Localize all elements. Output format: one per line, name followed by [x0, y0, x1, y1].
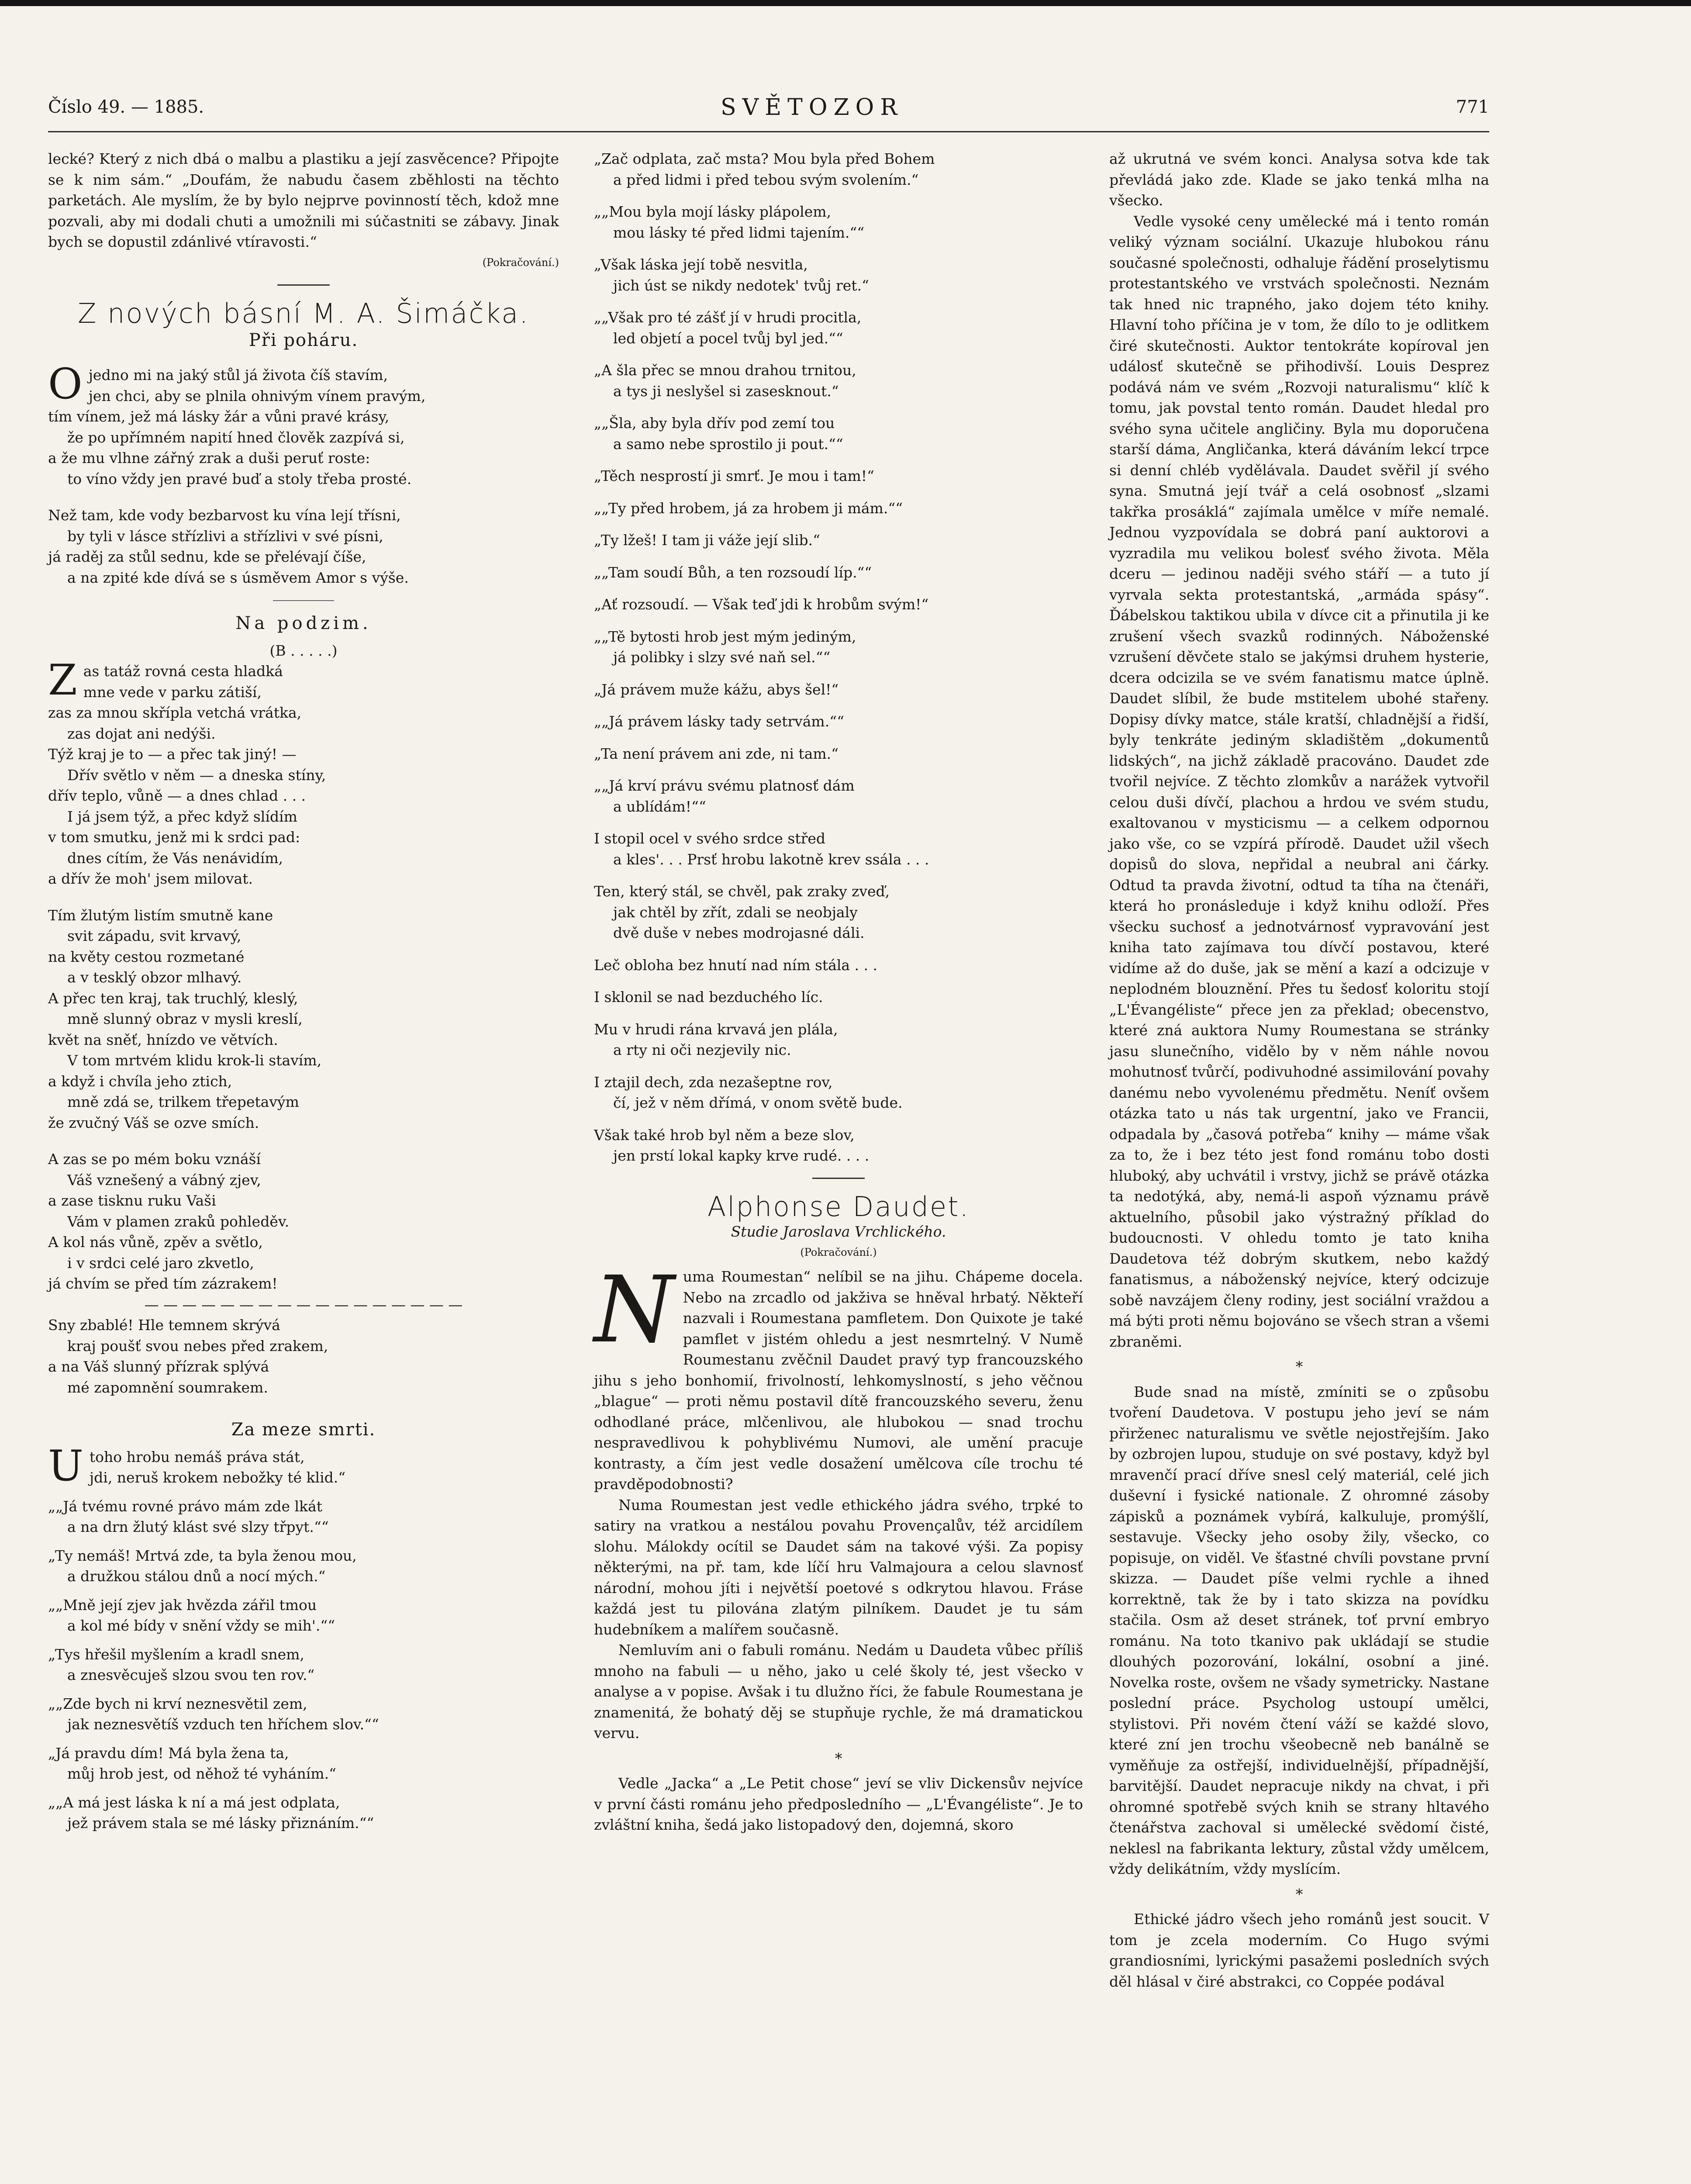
poem-line: „„Tam soudí Bůh, a ten rozsoudí líp.““	[594, 563, 872, 581]
poem-stanza	[594, 562, 1083, 583]
section-divider	[812, 1178, 865, 1179]
poem-stanza	[594, 360, 1083, 401]
poem-line: v tom smutku, jenž mi k srdci pad:	[48, 829, 300, 846]
poem-line: jež právem stala se mé lásky přiznáním.““	[67, 1814, 374, 1832]
article-paragraph: Ethické jádro všech jeho románů jest soucit. V tom je zcela moderním. Co Hugo svými grandiosními, lyrickými pasažemi posledních svých děl hlásal v čiré abstrakci, co Coppée podával	[1109, 1911, 1489, 1990]
poem-stanza	[594, 1019, 1083, 1061]
poem-stanza	[48, 1792, 559, 1834]
poem-line: by tyli v lásce střízlivi a střízlivi v své písni,	[67, 527, 383, 545]
poem-line: kraj poušť svou nebes před zrakem,	[67, 1337, 328, 1355]
poem-stanza	[48, 1595, 559, 1636]
poem-line: „„Však pro té zášť jí v hrudi procitla,	[594, 309, 862, 326]
poem-line: led objetí a pocel tvůj byl jed.““	[613, 329, 843, 347]
poem-stanza	[48, 1743, 559, 1784]
drop-cap: O	[48, 359, 83, 408]
poem-line: a kles'. . . Prsť hrobu lakotně krev ssála . . .	[613, 850, 929, 868]
poem-line: a družkou stálou dnů a nocí mých.“	[67, 1568, 326, 1585]
poem-line: „Ty nemáš! Mrtvá zde, ta byla ženou mou,	[48, 1547, 357, 1564]
magazine-title: SVĚTOZOR	[721, 94, 904, 121]
continued-note: (Pokračování.)	[482, 256, 559, 269]
poem-line: a dřív že moh' jsem milovat.	[48, 870, 253, 887]
poem-line: Tím žlutým listím smutně kane	[48, 906, 273, 924]
poem-line: Než tam, kde vody bezbarvost ku vína lejí třísni,	[48, 507, 401, 524]
poem-line: mně slunný obraz v mysli kreslí,	[67, 1010, 303, 1027]
dashed-divider: — — — — — — — — — — — — — — — — —	[144, 1296, 463, 1313]
poem-line: mé zapomnění soumrakem.	[67, 1379, 268, 1396]
poem-line: já raděj za stůl sednu, kde se přelévají číše,	[48, 548, 366, 565]
scan-top-edge	[0, 0, 1691, 6]
header-rule	[48, 131, 1489, 132]
poem-line: zas dojat ani nedýši.	[67, 725, 216, 742]
poem-line: as tatáž rovná cesta hladká	[83, 663, 283, 680]
poem-line: jedno mi na jaký stůl já života číš stavím,	[88, 366, 388, 384]
poem-line: a samo nebe sprostilo ji pout.““	[613, 435, 843, 453]
article-paragraph: Vedle „Jacka“ a „Le Petit chose“ jeví se vliv Dickensův nejvíce v první části románu jeho předposledního — „L'Évangéliste“. Je to zvláštní kniha, šedá jako listopadový den, dojemná, skoro	[594, 1775, 1083, 1833]
poem-line: jen chci, aby se plnila ohnivým vínem pravým,	[88, 387, 426, 404]
poem-stanza	[594, 201, 1083, 243]
poem-line: a ublídám!““	[613, 798, 706, 815]
poem-line: „A šla přec se mnou drahou trnitou,	[594, 362, 856, 379]
poem-line: i v srdci celé jaro zkvetlo,	[67, 1254, 254, 1272]
poem-line: a že mu vlhne zářný zrak a duši peruť roste:	[48, 449, 370, 467]
poem-title-pri-poharu: Při poháru.	[248, 330, 359, 350]
poem-stanza	[594, 743, 1083, 764]
poem-line: mou lásky té před lidmi tajením.““	[613, 224, 865, 241]
column-1	[48, 149, 559, 1834]
poem-line: A zas se po mém boku vznáší	[48, 1151, 261, 1168]
page-header	[48, 94, 1489, 128]
poem-line: jak neznesvětíš vzduch ten hříchem slov.““	[67, 1716, 379, 1733]
poem-line: jich úst se nikdy nedotek' tvůj ret.“	[613, 276, 869, 294]
intro-paragraph: lecké? Který z nich dbá o malbu a plastiku a její zasvěcence? Připojte se k nim sám.“ „Doufám, že nabudu časem zběhlosti na těchto parketách. Ale myslím, že by bylo nejprve povinností těch, kdož mne pozvali, aby mi dodali chuti a umožnili mi súčastniti se zábavy. Jinak bych se dopustil zdánlivé vtíravosti.“	[48, 150, 559, 250]
poem-line: dvě duše v nebes modrojasné dáli.	[613, 924, 865, 941]
poem-stanza	[594, 466, 1083, 487]
column-3	[1109, 149, 1489, 1992]
poem-line: a kol mé bídy v snění vždy se mih'.““	[67, 1617, 335, 1634]
poem-line: „Tys hřešil myšlením a kradl snem,	[48, 1645, 304, 1663]
poem-line: I sklonil se nad bezduchého líc.	[594, 988, 823, 1006]
poem-stanza	[594, 881, 1083, 943]
poem-stanza	[594, 254, 1083, 296]
poem-stanza	[594, 626, 1083, 668]
section-divider	[277, 284, 330, 286]
poem-line: „„A má jest láska k ní a má jest odplata,	[48, 1794, 340, 1811]
poem-stanza	[594, 1072, 1083, 1113]
ornamental-initial: N	[594, 1256, 674, 1363]
poem-line: „Však láska její tobě nesvitla,	[594, 256, 808, 273]
section-star: *	[835, 1749, 842, 1767]
poem-line: A kol nás vůně, zpěv a světlo,	[48, 1234, 263, 1251]
poems-heading: Z nových básní M. A. Šimáčka.	[78, 297, 529, 329]
poem-line: „„Já krví právu svému platnosť dám	[594, 777, 855, 794]
poem-stanza	[594, 1125, 1083, 1166]
poem-title-za-meze-smrti: Za meze smrti.	[231, 1420, 376, 1440]
poem-stanza	[48, 1545, 559, 1587]
poem-line: a před lidmi i před tebou svým svolením.“	[613, 171, 919, 188]
poem-stanza	[594, 413, 1083, 454]
poem-line: a na zpité kde dívá se s úsměvem Amor s výše.	[67, 569, 409, 586]
poem-line: Vám v plamen zraků pohleděv.	[67, 1213, 290, 1230]
poem-stanza	[594, 828, 1083, 870]
poem-line: já chvím se před tím zázrakem!	[48, 1275, 278, 1292]
poem-line: „Ta není právem ani zde, ni tam.“	[594, 745, 839, 762]
poem-line: Však také hrob byl něm a beze slov,	[594, 1126, 855, 1144]
poem-stanza	[594, 307, 1083, 349]
poem-stanza	[48, 1315, 559, 1398]
poem-title-na-podzim: Na podzim.	[235, 613, 372, 633]
poem-line: „Těch nesprostí ji smrť. Je mou i tam!“	[594, 467, 874, 484]
poem-stanza	[48, 1496, 559, 1538]
poem-divider	[273, 600, 334, 601]
article-title: Alphonse Daudet.	[707, 1190, 970, 1223]
poem-line: Leč obloha bez hnutí nad ním stála . . .	[594, 956, 878, 974]
poem-line: jdi, neruš krokem nebožky té klid.“	[89, 1469, 346, 1486]
poem-stanza	[48, 1441, 559, 1490]
poem-line: mne vede v parku zátiší,	[83, 683, 262, 701]
poem-line: že po upřímném napití hned člověk zazpívá si,	[67, 429, 405, 446]
poem-stanza	[594, 679, 1083, 700]
poem-line: toho hrobu nemáš práva stát,	[89, 1448, 305, 1465]
poem-stanza	[48, 505, 559, 588]
poem-line: Týž kraj je to — a přec tak jiný! —	[48, 746, 297, 763]
poem-line: „„Já právem lásky tady setrvám.““	[594, 713, 844, 730]
poem-line: a na drn žlutý klást své slzy třpyt.““	[67, 1518, 329, 1535]
poem-line: Ten, který stál, se chvěl, pak zraky zveď,	[594, 883, 890, 900]
poem-stanza	[48, 359, 559, 489]
drop-cap: U	[48, 1441, 83, 1490]
poem-line: můj hrob jest, od něhož té vyháním.“	[67, 1765, 336, 1782]
poem-stanza	[594, 594, 1083, 615]
poem-line: Váš vznešený a vábný zjev,	[67, 1171, 261, 1189]
poem-line: zas za mnou skřípla vetchá vrátka,	[48, 704, 302, 721]
poem-stanza	[48, 656, 559, 889]
poem-stanza	[594, 775, 1083, 817]
poem-line: „„Zde bych ni krví neznesvětil zem,	[48, 1695, 307, 1712]
poem-line: a tys ji neslyšel si zasesknout.“	[613, 382, 839, 400]
poem-line: „Zač odplata, zač msta? Mou byla před Bohem	[594, 150, 935, 167]
poem-line: jak chtěl by zřít, zdali se neobjaly	[613, 903, 858, 921]
poem-line: že zvučný Váš se ozve smích.	[48, 1114, 259, 1131]
poem-line: „„Ty před hrobem, já za hrobem ji mám.““	[594, 499, 903, 517]
poem-stanza	[48, 1149, 559, 1294]
poem-line: I já jsem týž, a přec když slídím	[67, 808, 297, 825]
article-paragraph: uma Roumestan“ nelíbil se na jihu. Chápeme docela. Nebo na zrcadlo od jakživa se hněval hrbatý. Někteří nazvali i Roumestana pamfletem. Don Quixote je také pamflet v jistém ohledu a jest nesmrtelný. V Numě Roumestanu zvěčnil Daudet pravý typ francouzského jihu s jeho bonhomií, frivolností, lehkomyslností, s jeho věčnou „blague“ — proti němu postavil dítě francouzského severu, ženu odhodlané práce, mlčenlivou, ale hlubokou — snad trochu nespravedlivou k pohyblivému Numovi, ale umění pracuje kontrasty, a čím jest vedle dosažení umělcova cíle trochu té pravděpodobnosti?	[594, 1268, 1083, 1493]
poem-line: květ na sněť, hnízdo ve větvích.	[48, 1031, 278, 1048]
issue-number: Číslo 49. — 1885.	[48, 97, 204, 117]
article-subtitle: Studie Jaroslava Vrchlického.	[731, 1223, 946, 1240]
poem-line: dnes cítím, že Vás nenávidím,	[67, 849, 283, 867]
drop-cap: Z	[48, 656, 77, 705]
poem-line: V tom mrtvém klidu krok-li stavím,	[67, 1052, 322, 1069]
article-paragraph: Vedle vysoké ceny umělecké má i tento román veliký význam sociální. Ukazuje hlubokou ránu současné společnosti, odhaluje řádění proselytismu protestantského ve vrstvách společnosti. Neznám tak hned nic trapného, jako dojem této knihy. Hlavní toho příčina je v tom, že dílo to je odlitkem čiré skutečnosti. Auktor tentokráte kopíroval jen událosť skutečně se přihodivší. Louis Desprez podává nám ve svém „Rozvoji naturalismu“ klíč k tomu, jak povstal tento román. Daudet hledal pro svého syna učitele angličiny. Byla mu doporučena starší dáma, Angličanka, která dáváním lekcí trpce si denní chléb vydělávala. Daudet svěřil jí svého syna. Smutná její tvář a celá osobnosť „slzami takřka prosáklá“ zajímala umělce v míře nemalé. Jednou vyzpovídala se dobrá paní auktorovi a vyzradila mu velikou bolesť svého života. Měla dceru — jedinou naději svého stáří — a tuto jí vyrvala sekta protestantská, „armáda spásy“. Ďábelskou taktikou ubila v dívce cit a přinutila ji ke zrušení všech svazků rodinných. Náboženské vzrušení děvčete stalo se jakýmsi druhem hysterie, dcera odcizila se ve svém fanatismu matce úplně. Daudet slíbil, že bude mstitelem ubohé stařeny. Dopisy dívky matce, stále kratší, chladnější a řidší, byly tenkráte jediným skladištěm „dokumentů lidských“, na jichž základě pracováno. Daudet zde tvořil nejvíce. Z těchto zlomkův a narážek vytvořil celou duši dívčí, plachou a hrdou ve svém studu, exaltovanou v mysticismu — a celkem odpornou jako vše, co se vzpírá přírodě. Daudet užil všech dopisů do slova, nepřidal a neubral ani čárky. Odtud ta pravda životní, odtud ta tíha na čtenáři, která ho pronásleduje i když knihu odloží. Přes všecku suchosť a jednotvárnosť vypravování jest kniha tato zajímava tou dívčí postavou, které vidíme až do duše, jak se mění a kazí a odcizuje v neplodném blouznění. Přes tu šedosť koloritu stojí „L'Évangéliste“ přece jen za překlad; obecenstvo, které zná auktora Numy Roumestana se stránky jasu slunečního, vidělo by v něm náhle novou mohutnosť tvůrčí, podivuhodné assimilování povahy danému nebo vyvolenému předmětu. Neníť ovšem otázka tato u nás tak urgentní, jako ve Francii, odpadala by „časová potřeba“ knihy — máme však za to, že i bez této jest fond románu tobo dosti hluboký, aby uchvátil i vrstvy, jichž se právě otázka ta nedotýká, aby, nemá-li aspoň významu právě aktuelního, působil jako výstražný příklad do budoucnosti. V ohledu tomto je tato kniha Daudetova též dobrým skutkem, nebo každý fanatismus, a náboženský nejvíce, který odcizuje sobě navzájem členy rodiny, jest sociální vraždou a má býti proti němu bojováno se všech stran a všemi zbraněmi.	[1109, 212, 1489, 1350]
poem-line: tím vínem, jež má lásky žár a vůni pravé krásy,	[48, 408, 390, 425]
poem-stanza	[48, 905, 559, 1133]
poem-line: „Ty lžeš! I tam ji váže její slib.“	[594, 532, 821, 549]
poem-stanza	[594, 955, 1083, 976]
poem-line: „Já pravdu dím! Má byla žena ta,	[48, 1744, 289, 1762]
poem-stanza	[594, 530, 1083, 551]
poem-line: „„Mou byla mojí lásky plápolem,	[594, 203, 832, 220]
poem-stanza	[594, 498, 1083, 519]
poem-line: Mu v hrudi rána krvavá jen plála,	[594, 1020, 838, 1038]
poem-line: I stopil ocel v svého srdce střed	[594, 830, 826, 847]
poem-line: čí, jež v něm dřímá, v onom světě bude.	[613, 1094, 903, 1111]
poem-line: „„Já tvému rovné právo mám zde lkát	[48, 1497, 322, 1515]
poem-line: Sny zbablé! Hle temnem skrývá	[48, 1317, 280, 1334]
poem-line: „„Tě bytosti hrob jest mým jediným,	[594, 628, 856, 645]
column-2	[594, 149, 1083, 1835]
poem-stanza	[594, 149, 1083, 190]
poem-line: a když i chvíla jeho ztich,	[48, 1072, 232, 1090]
poem-line: „Já právem muže kážu, abys šel!“	[594, 681, 839, 698]
poem-line: a na Váš slunný přízrak splývá	[48, 1358, 269, 1375]
section-star: *	[1295, 1358, 1303, 1375]
article-paragraph: Bude snad na místě, zmíniti se o způsobu tvoření Daudetova. V postupu jeho jeví se nám přirženec naturalismu ve světle nejostřejším. Jako by ozbrojen lupou, studuje on své postavy, když byl mravenčí prací dříve snesl celý materiál, celé jich duševní i fysické nationale. Z ohromné zásoby zápisků a poznámek vybírá, kalkuluje, promýšlí, sestavuje. Všecky jeho osoby žily, všecko, co popisuje, on viděl. Ve šťastné chvíli povstane první skizza. — Daudet píše velmi rychle a ihned korrektně, tak že by i tato skizza na povídku stačila. Osm až deset stránek, toť první embryo románu. Na toto tkanivo pak ukládají se studie dlouhých pozorování, lokální, osobní a jiné. Novelka roste, ovšem ne všady symetricky. Nastane poslední práce. Psycholog ustoupí umělci, stylistovi. Při novém čtení váží se každé slovo, které zní jen trochu všeobecně neb banálně se vyměňuje za ostřejší, individuelnější, případnější, barvitější. Daudet nepracuje nikdy na chvat, i při ohromné spotřebě svých knih se strany hltavého čtenářstva zachoval si umělecké svědomí čisté, neklesl na fabrikanta lektury, zůstal vždy umělcem, vždy delikátním, vždy myslícím.	[1109, 1383, 1489, 1877]
poem-line: dřív teplo, vůně — a dnes chlad . . .	[48, 787, 306, 804]
continued-note: (Pokračování.)	[800, 1246, 877, 1258]
poem-line: to víno vždy jen pravé buď a stoly třeba prosté.	[67, 470, 412, 487]
poem-line: já polibky i slzy své naň sel.““	[613, 649, 831, 666]
poem-line: a v tesklý obzor mlhavý.	[67, 969, 242, 986]
poem-line: „„Mně její zjev jak hvězda zářil tmou	[48, 1596, 317, 1614]
article-paragraph: Nemluvím ani o fabuli románu. Nedám u Daudeta vůbec příliš mnoho na fabuli — u něho, jako u celé školy té, jest všecko v analyse a v popise. Avšak i tu dlužno říci, že fabule Roumestana je znamenitá, že bohatý děj se stupňuje rychle, že má dramatickou vervu.	[594, 1641, 1083, 1742]
poem-line: Dřív světlo v něm — a dneska stíny,	[67, 766, 326, 784]
poem-line: „Ať rozsoudí. — Však teď jdi k hrobům svým!“	[594, 596, 929, 613]
poem-stanza	[48, 1644, 559, 1686]
page-number: 771	[1456, 97, 1489, 117]
poem-line: svit západu, svit krvavý,	[67, 927, 242, 944]
poem-line: „„Šla, aby byla dřív pod zemí tou	[594, 415, 835, 432]
poem-line: jen prstí lokal kapky krve rudé. . . .	[613, 1147, 870, 1164]
poem-author: (B . . . . .)	[269, 642, 338, 659]
poem-line: a rty ni oči nezjevily nic.	[613, 1041, 791, 1058]
poem-stanza	[48, 1693, 559, 1735]
poem-stanza	[594, 711, 1083, 732]
poem-line: a znesvěcuješ slzou svou ten rov.“	[67, 1666, 315, 1683]
poem-line: a zase tisknu ruku Vaši	[48, 1192, 216, 1209]
poem-line: A přec ten kraj, tak truchlý, kleslý,	[48, 989, 298, 1007]
poem-line: na květy cestou rozmetané	[48, 948, 245, 965]
poem-continuation	[594, 149, 1083, 1166]
poem-line: mně zdá se, trilkem třepetavým	[67, 1093, 299, 1110]
poem-line: I ztajil dech, zda nezašeptne rov,	[594, 1073, 833, 1091]
section-star: *	[1295, 1885, 1303, 1903]
poem-stanza	[594, 987, 1083, 1008]
article-paragraph: až ukrutná ve svém konci. Analysa sotva kde tak převládá jako zde. Klade se jako tenká mlha na všecko.	[1109, 150, 1489, 209]
article-paragraph: Numa Roumestan jest vedle ethického jádra svého, trpké to satiry na vratkou a nestálou povahu Provençalův, též arcidílem slohu. Málokdy ocítil se Daudet sám na takové výši. Za popisy některými, na př. tam, kde líčí hru Valmajoura a celou slavnosť národní, mohou jíti i největší poetové s odkrytou hlavou. Fráse každá jest tu pilována zlatým pilníkem. Daudet je tu sám hudebníkem a malířem současně.	[594, 1496, 1083, 1638]
